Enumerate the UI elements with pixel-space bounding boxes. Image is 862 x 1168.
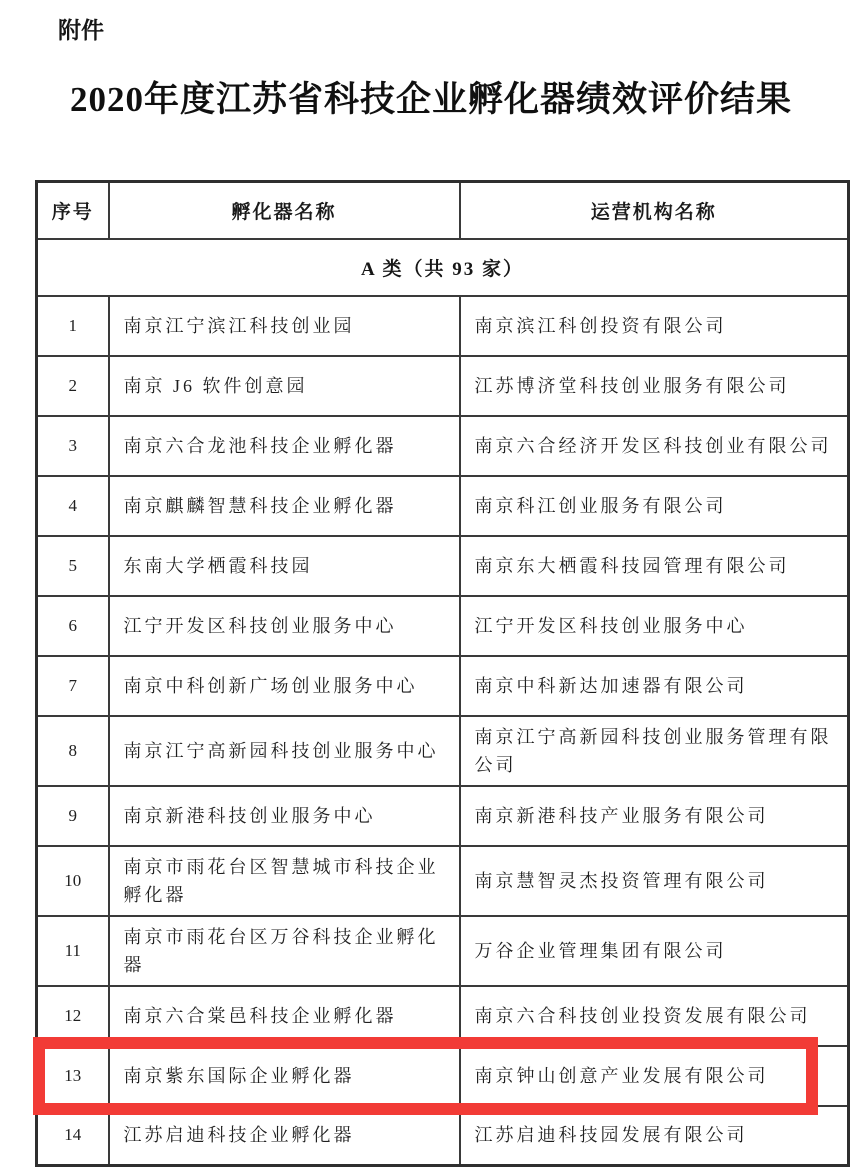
row-number: 6 [37,596,109,656]
operator-name: 南京滨江科创投资有限公司 [460,296,849,356]
incubator-name: 南京市雨花台区万谷科技企业孵化器 [109,916,460,986]
column-header-incubator: 孵化器名称 [109,182,460,239]
table-row-highlighted [37,1046,849,1106]
incubator-name: 南京江宁高新园科技创业服务中心 [109,716,460,786]
incubator-name: 南京 J6 软件创意园 [109,356,460,416]
table-row [37,656,849,716]
table-row [37,986,849,1046]
operator-name: 南京新港科技产业服务有限公司 [460,786,849,846]
operator-name: 南京中科新达加速器有限公司 [460,656,849,716]
column-header-operator: 运营机构名称 [460,182,849,239]
incubator-name: 江宁开发区科技创业服务中心 [109,596,460,656]
row-number: 7 [37,656,109,716]
operator-name: 江苏启迪科技园发展有限公司 [460,1106,849,1166]
incubator-name: 南京新港科技创业服务中心 [109,786,460,846]
table-row [37,846,849,916]
row-number: 3 [37,416,109,476]
row-number: 9 [37,786,109,846]
row-number: 1 [37,296,109,356]
table-row [37,356,849,416]
table-row [37,476,849,536]
incubator-name: 南京市雨花台区智慧城市科技企业孵化器 [109,846,460,916]
operator-name: 南京慧智灵杰投资管理有限公司 [460,846,849,916]
table-row [37,1106,849,1166]
page-title: 2020年度江苏省科技企业孵化器绩效评价结果 [69,80,792,119]
row-number: 5 [37,536,109,596]
table-header-row [37,182,849,239]
operator-name: 南京六合科技创业投资发展有限公司 [460,986,849,1046]
operator-name: 江宁开发区科技创业服务中心 [460,596,849,656]
column-header-no: 序号 [37,182,109,239]
incubator-name: 南京六合棠邑科技企业孵化器 [109,986,460,1046]
results-table [35,180,850,1167]
operator-name: 万谷企业管理集团有限公司 [460,916,849,986]
operator-name: 南京科江创业服务有限公司 [460,476,849,536]
section-row-class-a [37,239,849,296]
incubator-name: 南京紫东国际企业孵化器 [109,1046,460,1106]
incubator-name: 南京江宁滨江科技创业园 [109,296,460,356]
table-row [37,416,849,476]
row-number: 2 [37,356,109,416]
incubator-name: 东南大学栖霞科技园 [109,536,460,596]
row-number: 4 [37,476,109,536]
incubator-name: 南京六合龙池科技企业孵化器 [109,416,460,476]
operator-name: 南京江宁高新园科技创业服务管理有限公司 [460,716,849,786]
table-row [37,916,849,986]
row-number: 12 [37,986,109,1046]
table-row [37,716,849,786]
incubator-name: 江苏启迪科技企业孵化器 [109,1106,460,1166]
attachment-label: 附件 [58,17,104,43]
section-label: A 类（共 93 家） [37,239,849,296]
row-number: 8 [37,716,109,786]
operator-name: 南京东大栖霞科技园管理有限公司 [460,536,849,596]
row-number: 10 [37,846,109,916]
incubator-name: 南京中科创新广场创业服务中心 [109,656,460,716]
operator-name: 南京钟山创意产业发展有限公司 [460,1046,849,1106]
table-row [37,786,849,846]
row-number: 14 [37,1106,109,1166]
operator-name: 江苏博济堂科技创业服务有限公司 [460,356,849,416]
table-row [37,536,849,596]
row-number: 13 [37,1046,109,1106]
operator-name: 南京六合经济开发区科技创业有限公司 [460,416,849,476]
table-row [37,296,849,356]
incubator-name: 南京麒麟智慧科技企业孵化器 [109,476,460,536]
row-number: 11 [37,916,109,986]
table-row [37,596,849,656]
